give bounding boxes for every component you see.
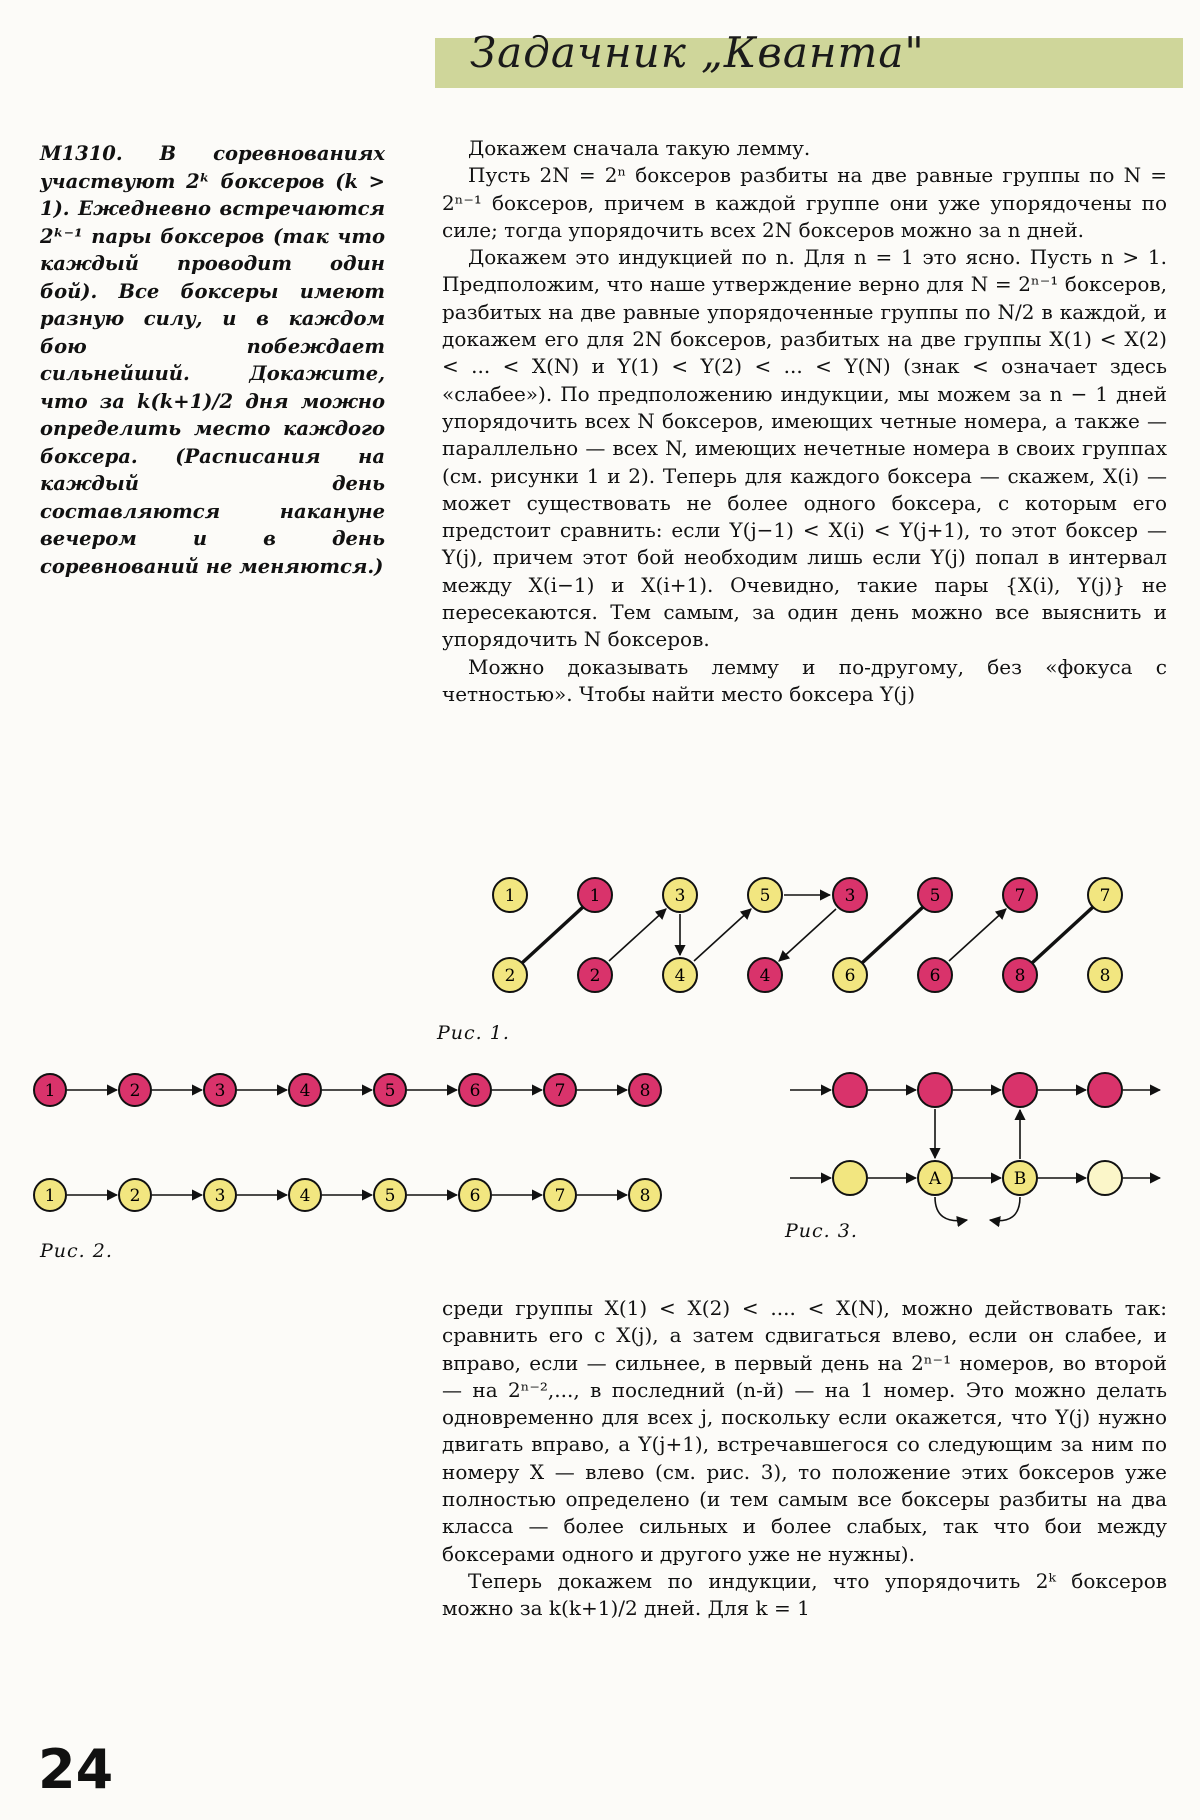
move-arrow <box>935 1197 967 1221</box>
pairing-line <box>862 907 923 963</box>
figure-2 <box>25 1060 705 1220</box>
figure-2-caption: Рис. 2. <box>40 1240 113 1262</box>
figure-3-caption: Рис. 3. <box>785 1220 858 1242</box>
boxer-node <box>918 1073 952 1107</box>
boxer-node-label: 8 <box>639 1186 651 1206</box>
boxer-node-label: 5 <box>384 1081 396 1101</box>
paragraph: Пусть 2N = 2ⁿ боксеров разбиты на две равные группы по N = 2ⁿ⁻¹ боксеров, причем в каждой группе они уже упорядочены по силе; тогда упорядочить всех 2N боксеров можно за n дней. <box>442 163 1167 242</box>
problem-text: В соревнованиях участвуют 2ᵏ боксеров (k > 1). Ежедневно встречаются 2ᵏ⁻¹ пары боксеров (так что каждый проводит один бой). Все боксеры имеют разную силу, и в каждом бою побеждает сильнейший. Докажите, что за k(k+1)/2 дня можно определить место каждого боксера. (Расписания на каждый день составляются накануне вечером и в день соревнований не меняются.) <box>40 142 385 578</box>
paragraph: Можно доказывать лемму и по-другому, без «фокуса с четностью». Чтобы найти место боксера Y(j) <box>442 654 1167 706</box>
boxer-node-label: 1 <box>504 886 516 906</box>
pairing-arrow <box>949 909 1006 961</box>
paragraph: Теперь докажем по индукции, что упорядочить 2ᵏ боксеров можно за k(k+1)/2 дней. Для k = 1 <box>442 1568 1167 1621</box>
boxer-node-label: 6 <box>469 1186 481 1206</box>
boxer-node-label: 7 <box>554 1186 566 1206</box>
boxer-node <box>1088 1161 1122 1195</box>
boxer-node-label: 7 <box>1014 886 1026 906</box>
boxer-node-label: 8 <box>1099 966 1111 986</box>
figure-1-caption: Рис. 1. <box>437 1022 510 1044</box>
boxer-node-label: 1 <box>44 1081 56 1101</box>
solution-column-bottom <box>442 1295 1167 1623</box>
boxer-node-a-label: A <box>928 1169 942 1189</box>
boxer-node <box>833 1161 867 1195</box>
boxer-node-label: 3 <box>214 1081 226 1101</box>
boxer-node-label: 4 <box>299 1186 311 1206</box>
figure-3 <box>785 1060 1185 1240</box>
boxer-node-label: 2 <box>129 1186 141 1206</box>
figure-1 <box>460 865 1160 1015</box>
boxer-node-label: 8 <box>1014 966 1026 986</box>
boxer-node-label: 6 <box>469 1081 481 1101</box>
boxer-node <box>833 1073 867 1107</box>
boxer-node-label: 7 <box>554 1081 566 1101</box>
paragraph: среди группы X(1) < X(2) < .... < X(N), можно действовать так: сравнить его с X(j), а затем сдвигаться влево, если он слабее, и вправо, если — сильнее, в первый день на 2ⁿ⁻¹ номеров, во второй — на 2ⁿ⁻²,..., в последний (n-й) — на 1 номер. Это можно делать одновременно для всех j, поскольку если окажется, что Y(j) нужно двигать вправо, а Y(j+1), встречавшегося со следующим за ним по номеру X — влево (см. рис. 3), то положение этих боксеров уже полностью определено (и тем самым все боксеры разбиты на два класса — более сильных и более слабых, так что бои между боксерами одного и другого уже не нужны). <box>442 1296 1167 1566</box>
problem-statement <box>40 140 385 580</box>
boxer-node-label: 4 <box>674 966 686 986</box>
boxer-node-label: 7 <box>1099 886 1111 906</box>
boxer-node-label: 3 <box>844 886 856 906</box>
paragraph: Докажем сначала такую лемму. <box>468 136 811 160</box>
boxer-node <box>1003 1073 1037 1107</box>
boxer-node-label: 5 <box>384 1186 396 1206</box>
boxer-node-label: 5 <box>759 886 771 906</box>
boxer-node-label: 2 <box>589 966 601 986</box>
boxer-node-label: 6 <box>929 966 941 986</box>
boxer-node-label: 6 <box>844 966 856 986</box>
boxer-node-label: 3 <box>674 886 686 906</box>
boxer-node-label: 4 <box>299 1081 311 1101</box>
boxer-node-label: 5 <box>929 886 941 906</box>
problem-id: М1310. <box>40 142 123 165</box>
boxer-node-label: 2 <box>504 966 516 986</box>
boxer-node-label: 2 <box>129 1081 141 1101</box>
boxer-node-label: 4 <box>759 966 771 986</box>
pairing-line <box>522 907 583 963</box>
section-title: Задачник „Кванта" <box>470 28 925 77</box>
solution-column-top <box>442 135 1167 708</box>
boxer-node-b-label: B <box>1013 1169 1027 1189</box>
pairing-line <box>1032 907 1093 963</box>
pairing-arrow <box>779 909 836 961</box>
boxer-node-label: 1 <box>589 886 601 906</box>
boxer-node-label: 3 <box>214 1186 226 1206</box>
boxer-node-label: 1 <box>44 1186 56 1206</box>
pairing-arrow <box>609 909 666 961</box>
paragraph: Докажем это индукцией по n. Для n = 1 это ясно. Пусть n > 1. Предположим, что наше утверждение верно для N = 2ⁿ⁻¹ боксеров, разбитых на две равные упорядоченные группы по N/2 в каждой, и докажем его для 2N боксеров, разбитых на две группы X(1) < X(2) < ... < X(N) и Y(1) < Y(2) < ... < Y(N) (знак < означает здесь «слабее»). По предположению индукции, мы можем за n − 1 дней упорядочить всех N боксеров, имеющих четные номера, а также — параллельно — всех N, имеющих нечетные номера в своих группах (см. рисунки 1 и 2). Теперь для каждого боксера — скажем, X(i) — может существовать не более одного боксера, с которым его предстоит сравнить: если Y(j−1) < X(i) < Y(j+1), то этот боксер — Y(j), причем этот бой необходим лишь если Y(j) попал в интервал между X(i−1) и X(i+1). Очевидно, такие пары {X(i), Y(j)} не пересекаются. Тем самым, за один день можно все выяснить и упорядочить N боксеров. <box>442 245 1167 652</box>
move-arrow <box>990 1197 1020 1221</box>
boxer-node <box>1088 1073 1122 1107</box>
boxer-node-label: 8 <box>639 1081 651 1101</box>
pairing-arrow <box>694 909 751 961</box>
page-number: 24 <box>38 1738 114 1801</box>
